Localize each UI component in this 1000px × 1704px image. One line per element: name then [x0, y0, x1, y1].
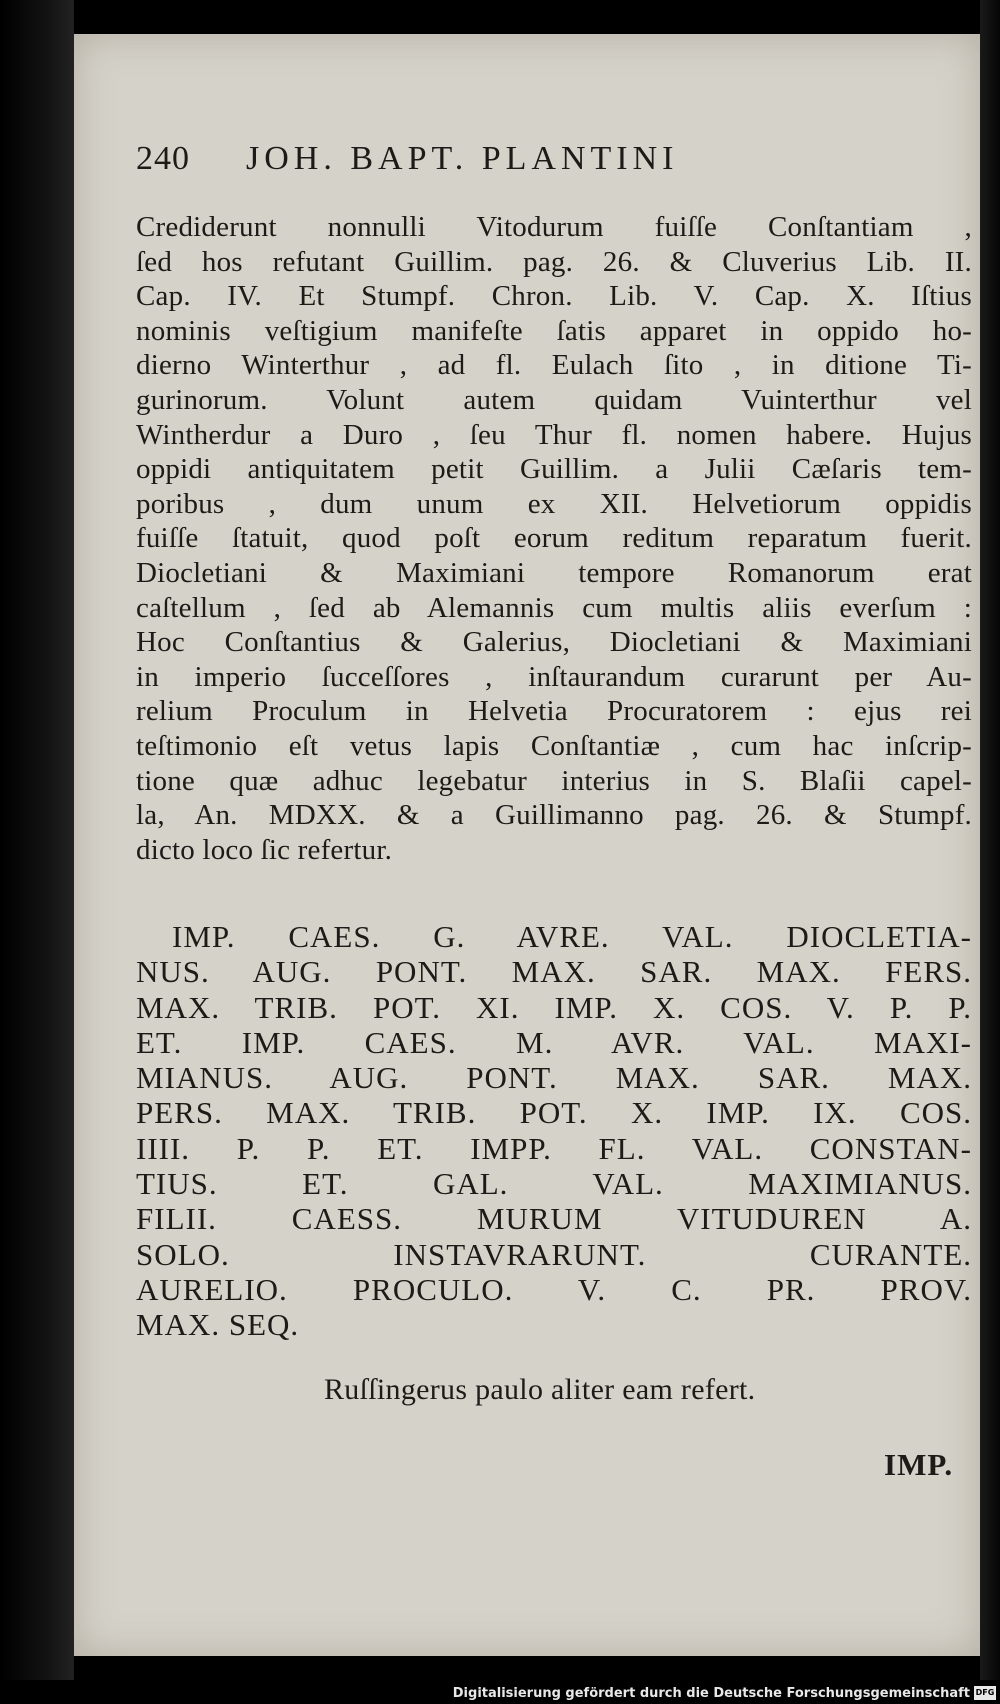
inscription-line: SOLO. INSTAVRARUNT. CURANTE.: [136, 1236, 972, 1272]
body-paragraph: [136, 210, 972, 867]
binding-edge: [0, 0, 74, 1704]
text-line: Crediderunt nonnulli Vitodurum fuiſſe Conſtantiam ,: [136, 211, 972, 243]
text-line: ſed hos refutant Guillim. pag. 26. & Cluverius Lib. II.: [136, 245, 972, 278]
running-head: JOH. BAPT. PLANTINI: [246, 140, 679, 177]
latin-inscription: [136, 919, 972, 1343]
text-line: relium Proculum in Helvetia Procuratorem : ejus rei: [136, 695, 972, 728]
text-line: gurinorum. Volunt autem quidam Vuinterthur vel: [136, 383, 972, 416]
text-line: la, An. MDXX. & a Guillimanno pag. 26. & Stumpf.: [136, 799, 972, 832]
page-header: [136, 140, 836, 186]
inscription-line: NUS. AUG. PONT. MAX. SAR. MAX. FERS.: [136, 954, 972, 990]
catchword: IMP.: [884, 1447, 954, 1482]
footer-bar: [0, 1680, 1000, 1704]
text-line: dicto loco ſic refertur.: [136, 833, 393, 866]
inscription-line: PERS. MAX. TRIB. POT. X. IMP. IX. COS.: [136, 1095, 972, 1131]
inscription-line: ET. IMP. CAES. M. AVR. VAL. MAXI-: [136, 1024, 972, 1060]
text-line: tione quæ adhuc legebatur interius in S. Blaſii capel-: [136, 764, 972, 797]
text-line: Cap. IV. Et Stumpf. Chron. Lib. V. Cap. X. Iſtius: [136, 280, 972, 313]
inscription-line: IMP. CAES. G. AVRE. VAL. DIOCLETIA-: [172, 919, 972, 954]
inscription-line: FILII. CAESS. MURUM VITUDUREN A.: [136, 1201, 972, 1237]
text-line: Diocletiani & Maximiani tempore Romanorum erat: [136, 556, 972, 589]
inscription-line: MAX. SEQ.: [136, 1307, 300, 1343]
dfg-logo-icon: DFG: [974, 1686, 996, 1700]
text-line: oppidi antiquitatem petit Guillim. a Julii Cæſaris tem-: [136, 453, 972, 486]
funding-credit: Digitalisierung gefördert durch die Deutsche Forschungsgemeinschaft: [452, 1686, 970, 1701]
inscription-line: TIUS. ET. GAL. VAL. MAXIMIANUS.: [136, 1166, 972, 1202]
text-line: nominis veſtigium manifeſte ſatis apparet in oppido ho-: [136, 314, 972, 347]
text-line: dierno Winterthur , ad fl. Eulach ſito , in ditione Ti-: [136, 349, 972, 382]
right-edge: [980, 0, 1000, 1680]
text-line: in imperio ſucceſſores , inſtaurandum curarunt per Au-: [136, 660, 972, 693]
text-line: caſtellum , ſed ab Alemannis cum multis aliis everſum :: [136, 591, 972, 624]
inscription-line: IIII. P. P. ET. IMPP. FL. VAL. CONSTAN-: [136, 1130, 972, 1166]
text-line: fuiſſe ſtatuit, quod poſt eorum reditum reparatum fuerit.: [136, 522, 972, 555]
text-line: teſtimonio eſt vetus lapis Conſtantiæ , cum hac inſcrip-: [136, 729, 972, 762]
inscription-line: MAX. TRIB. POT. XI. IMP. X. COS. V. P. P.: [136, 989, 972, 1025]
note-line: Ruſſingerus paulo aliter eam refert.: [324, 1373, 756, 1406]
page-number: 240: [136, 140, 190, 177]
text-line: poribus , dum unum ex XII. Helvetiorum oppidis: [136, 487, 972, 520]
inscription-line: AURELIO. PROCULO. V. C. PR. PROV.: [136, 1271, 972, 1307]
text-line: Wintherdur a Duro , ſeu Thur fl. nomen habere. Hujus: [136, 418, 972, 451]
text-line: Hoc Conſtantius & Galerius, Diocletiani & Maximiani: [136, 626, 972, 659]
inscription-line: MIANUS. AUG. PONT. MAX. SAR. MAX.: [136, 1060, 972, 1096]
